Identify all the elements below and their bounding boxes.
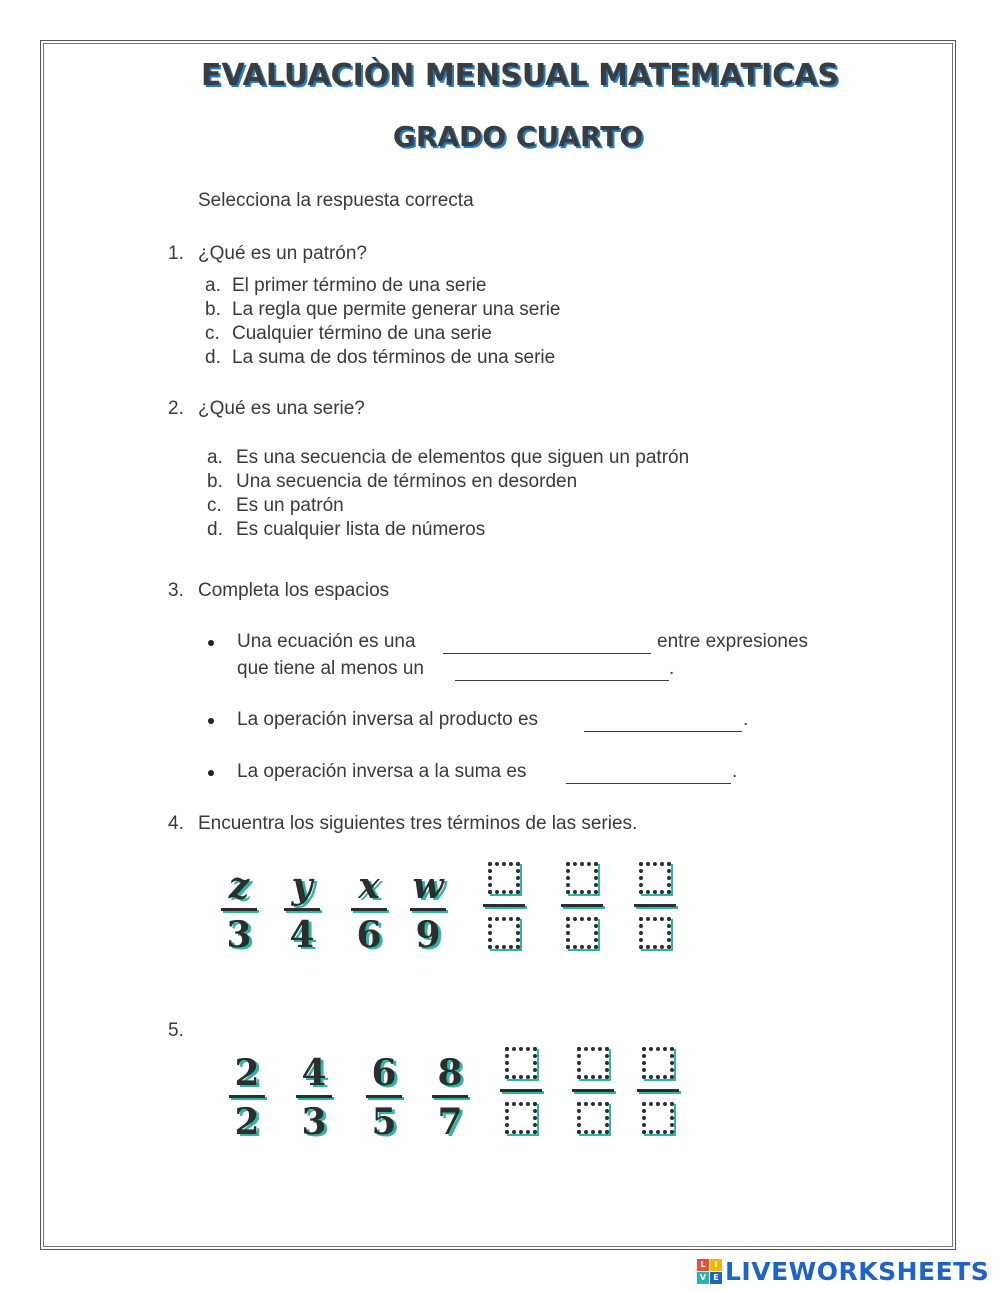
fraction-bar	[432, 1095, 468, 1098]
fraction-denominator: 3	[301, 1101, 327, 1143]
q3-text: Completa los espacios	[198, 580, 390, 601]
fraction-bar	[366, 1095, 402, 1098]
q5-answer-fraction-3	[633, 1047, 683, 1134]
q1-number: 1.	[168, 243, 184, 264]
option-letter: b.	[205, 299, 221, 320]
fraction-bar	[229, 1095, 265, 1098]
answer-numerator-input[interactable]	[566, 862, 598, 894]
option-text: La regla que permite generar una serie	[232, 299, 561, 320]
fraction-bar	[483, 904, 525, 907]
logo-square: V	[697, 1272, 709, 1284]
answer-denominator-input[interactable]	[639, 917, 671, 949]
q3-blank-1[interactable]	[443, 631, 651, 654]
q5-fraction	[292, 1053, 336, 1144]
q4-answer-fraction-3	[630, 862, 680, 949]
answer-denominator-input[interactable]	[642, 1102, 674, 1134]
answer-denominator-input[interactable]	[488, 917, 520, 949]
answer-denominator-input[interactable]	[505, 1102, 537, 1134]
fraction-bar	[500, 1089, 542, 1092]
option-text: Es un patrón	[236, 495, 344, 516]
fraction-bar	[221, 908, 257, 911]
q5-fraction	[362, 1053, 406, 1144]
option-letter: c.	[205, 323, 220, 344]
q2-text: ¿Qué es una serie?	[198, 398, 365, 419]
q4-number: 4.	[168, 813, 184, 834]
fraction-denominator: 2	[234, 1101, 260, 1143]
q1-text: ¿Qué es un patrón?	[198, 243, 367, 264]
page-title: EVALUACIÒN MENSUAL MATEMATICAS	[200, 58, 839, 93]
q3-b1-line2: que tiene al menos un	[237, 658, 424, 679]
instruction-text: Selecciona la respuesta correcta	[198, 190, 474, 211]
fraction-bar	[572, 1089, 614, 1092]
q3-b1-after: entre expresiones	[657, 631, 809, 652]
q4-fraction	[347, 866, 391, 957]
option-text: El primer término de una serie	[232, 275, 487, 296]
option-text: La suma de dos términos de una serie	[232, 347, 556, 368]
fraction-numerator: 4	[301, 1052, 327, 1094]
q4-text: Encuentra los siguientes tres términos de las series.	[198, 813, 638, 834]
logo-text: LIVEWORKSHEETS	[725, 1256, 990, 1286]
fraction-numerator: w	[412, 865, 444, 907]
q3-b2-text: La operación inversa al producto es	[237, 709, 539, 730]
q5-fraction	[428, 1053, 472, 1144]
q3-b3-text: La operación inversa a la suma es	[237, 761, 527, 782]
answer-numerator-input[interactable]	[488, 862, 520, 894]
fraction-numerator: z	[228, 865, 250, 907]
fraction-bar	[284, 908, 320, 911]
bullet-dot	[208, 718, 214, 724]
q3-period: .	[669, 658, 675, 679]
fraction-numerator: 8	[437, 1052, 463, 1094]
bullet-dot	[208, 770, 214, 776]
option-text: Es una secuencia de elementos que siguen un patrón	[236, 447, 690, 468]
q3-blank-4[interactable]	[566, 761, 731, 784]
option-text: Es cualquier lista de números	[236, 519, 486, 540]
fraction-denominator: 6	[356, 914, 382, 956]
fraction-numerator: y	[291, 865, 313, 907]
q3-b1-before: Una ecuación es una	[237, 631, 416, 652]
q5-fraction	[225, 1053, 269, 1144]
option-letter: c.	[207, 495, 222, 516]
logo-square: I	[710, 1259, 722, 1271]
liveworksheets-logo[interactable]	[697, 1256, 989, 1286]
q3-number: 3.	[168, 580, 184, 601]
q4-fraction	[217, 866, 261, 957]
fraction-denominator: 3	[226, 914, 252, 956]
option-text: Cualquier término de una serie	[232, 323, 492, 344]
answer-numerator-input[interactable]	[577, 1047, 609, 1079]
q4-answer-fraction-2	[557, 862, 607, 949]
bullet-dot	[208, 640, 214, 646]
fraction-numerator: 2	[234, 1052, 260, 1094]
fraction-bar	[637, 1089, 679, 1092]
page-subtitle: GRADO CUARTO	[392, 120, 644, 153]
q3-period: .	[732, 761, 738, 782]
fraction-numerator: x	[358, 865, 380, 907]
fraction-bar	[296, 1095, 332, 1098]
answer-denominator-input[interactable]	[577, 1102, 609, 1134]
q3-period: .	[743, 709, 749, 730]
fraction-denominator: 4	[289, 914, 315, 956]
fraction-denominator: 5	[371, 1101, 397, 1143]
q5-answer-fraction-2	[568, 1047, 618, 1134]
answer-numerator-input[interactable]	[642, 1047, 674, 1079]
q2-number: 2.	[168, 398, 184, 419]
q4-fraction	[406, 866, 450, 957]
logo-icon	[697, 1259, 722, 1284]
fraction-numerator: 6	[371, 1052, 397, 1094]
option-letter: d.	[205, 347, 221, 368]
fraction-bar	[410, 908, 446, 911]
option-letter: d.	[207, 519, 223, 540]
option-text: Una secuencia de términos en desorden	[236, 471, 578, 492]
fraction-bar	[351, 908, 387, 911]
answer-denominator-input[interactable]	[566, 917, 598, 949]
q3-blank-3[interactable]	[584, 709, 742, 732]
fraction-denominator: 9	[415, 914, 441, 956]
answer-numerator-input[interactable]	[505, 1047, 537, 1079]
fraction-bar	[634, 904, 676, 907]
q4-answer-fraction-1	[479, 862, 529, 949]
q3-blank-2[interactable]	[455, 658, 669, 681]
logo-square: E	[710, 1272, 722, 1284]
fraction-bar	[561, 904, 603, 907]
q4-fraction	[280, 866, 324, 957]
option-letter: a.	[205, 275, 221, 296]
q5-number: 5.	[168, 1020, 184, 1041]
q5-answer-fraction-1	[496, 1047, 546, 1134]
logo-square: L	[697, 1259, 709, 1271]
option-letter: b.	[207, 471, 223, 492]
option-letter: a.	[207, 447, 223, 468]
fraction-denominator: 7	[437, 1101, 463, 1143]
answer-numerator-input[interactable]	[639, 862, 671, 894]
